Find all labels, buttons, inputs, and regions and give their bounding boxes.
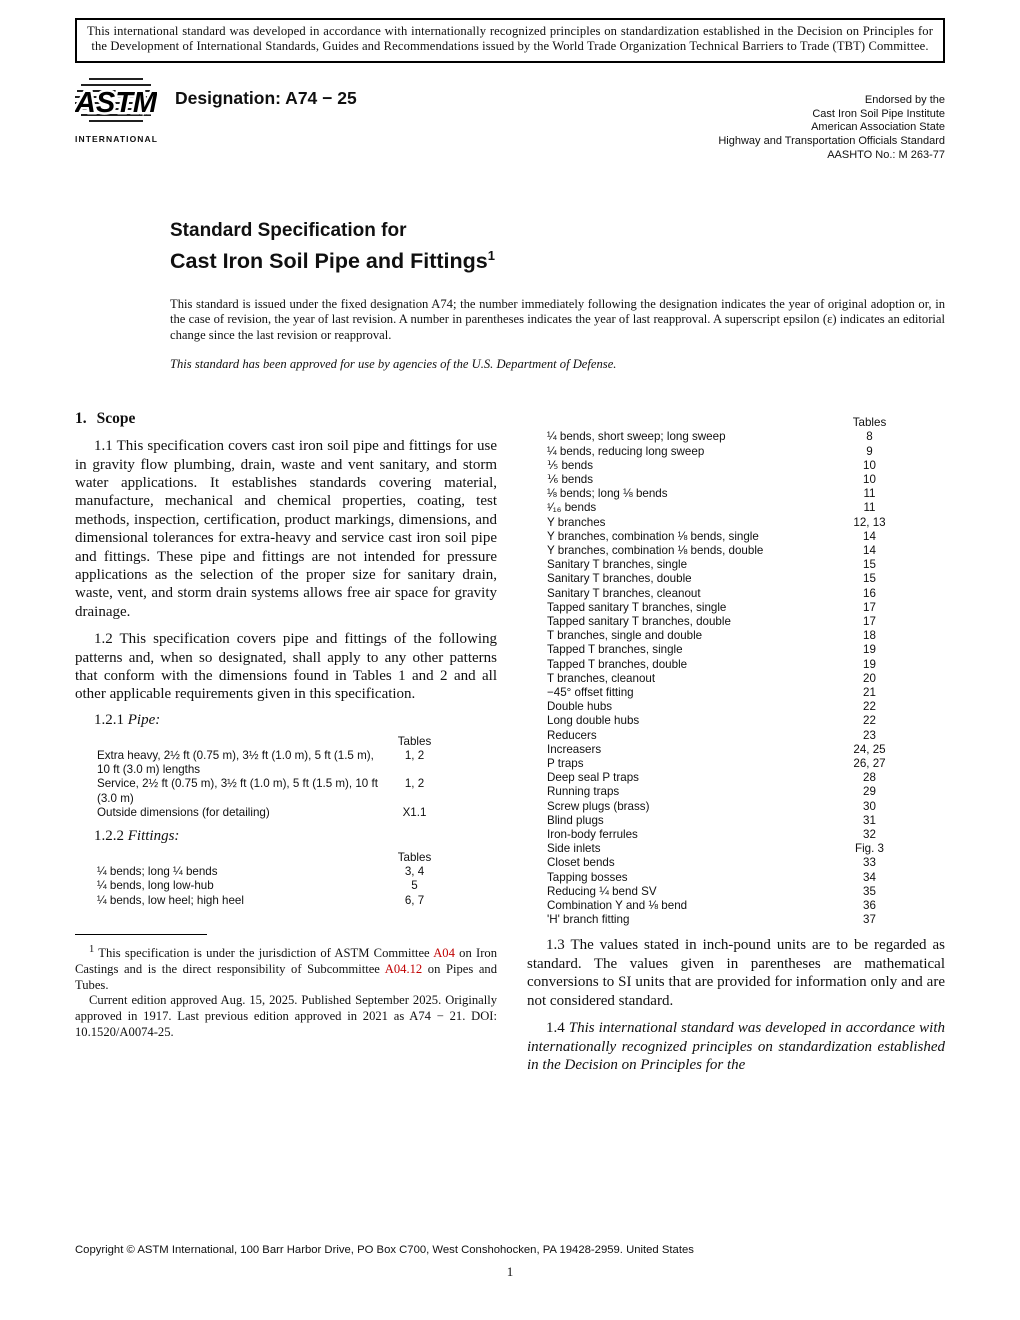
subsection-1-2-1: 1.2.1 Pipe:	[94, 711, 161, 728]
table-row: Y branches 12, 13	[547, 515, 886, 529]
table-row: Blind plugs 31	[547, 813, 876, 827]
table-row: Double hubs 22	[547, 700, 876, 714]
paragraph-1-3: 1.3 The values stated in inch-pound units are to be regarded as standard. The values given in parentheses are mathematical conversions to SI units that are provided for information only and are not considered standard.	[527, 937, 945, 1009]
endorsement-line: American Association State	[811, 121, 945, 134]
table-row: Running traps 29	[547, 785, 876, 799]
footnote-marker: 1	[89, 943, 95, 955]
footnote-block	[75, 934, 497, 1041]
astm-logo	[75, 76, 175, 163]
fittings-table-left	[97, 851, 442, 908]
issuance-paragraph: This standard is issued under the fixed designation A74; the number immediately following the designation indicates the year of original adoption or, in the case of revision, the year of last revision. A number in parentheses indicates the year of last reapproval. A superscript epsilon (ε) indicates an editorial change since the last revision or reapproval.	[170, 296, 945, 342]
title-footnote-ref: 1	[487, 247, 495, 263]
dod-approval-note: This standard has been approved for use by agencies of the U.S. Department of Defense.	[170, 357, 617, 372]
footnote-edition: Current edition approved Aug. 15, 2025. Published September 2025. Originally approved in 1917. Last previous edition approved in 2021 as A74 − 21. DOI: 10.1520/A0074-25.	[75, 993, 497, 1040]
table-row: ⅕ bends 10	[547, 458, 876, 472]
designation: Designation: A74 − 25	[175, 87, 357, 108]
fittings-table-right-header: Tables	[852, 416, 887, 430]
footnote-rule	[75, 934, 207, 935]
table-row: −45° offset fitting 21	[547, 686, 876, 700]
endorsement-line: AASHTO No.: M 263-77	[827, 149, 945, 161]
table-row: 'H' branch fitting 37	[547, 913, 876, 927]
table-row: ¼ bends; long ¼ bends 3, 4	[97, 865, 425, 879]
table-row: T branches, cleanout 20	[547, 671, 876, 685]
page-number: 1	[506, 1264, 514, 1279]
paragraph-1-1: 1.1 This specification covers cast iron soil pipe and fittings for use in gravity flow plumbing, drain, waste and vent sanitary, and storm water applications. It establishes standards covering material, manufacture, mechanical and chemical properties, coating, test methods, inspection, certification, product markings, dimensions, and dimensional tolerances for extra-heavy and service cast iron soil pipe and fittings. These pipe and fittings are not intended for pressure applications as the selection of the proper size for sanitary drain, waste, vent, and storm drain systems allows free air space for gravity drainage.	[75, 438, 497, 620]
paragraph-1-2: 1.2 This specification covers pipe and fittings of the following patterns and, when so designated, shall apply to any other patterns that conform with the dimensions found in Tables 1 and 2 and all other applicable requirements given in this specification.	[75, 631, 497, 703]
table-row: Y branches, combination ⅛ bends, double 14	[547, 544, 876, 557]
scope-heading: 1. Scope	[75, 410, 136, 428]
table-row: Tapped T branches, single 19	[547, 643, 876, 657]
right-column	[527, 410, 945, 1074]
astm-logo-subtext: INTERNATIONAL	[75, 133, 159, 144]
table-row: Combination Y and ⅛ bend 36	[547, 899, 876, 913]
table-row: ¼ bends, short sweep; long sweep 8	[547, 430, 873, 444]
astm-logo-icon	[75, 76, 157, 128]
paragraph-1-4: 1.4 This international standard was developed in accordance with internationally recognized principles on standardization established in the Decision on Principles for the	[527, 1020, 945, 1073]
wto-notice-box: This international standard was developed in accordance with internationally recognized principles on standardization established in the Decision on Principles for the Development of International Standards, Guides and Recommendations issued by the World Trade Organization Technical Barriers to Trade (TBT) Committee.	[75, 18, 945, 63]
svg-text:ASTM: ASTM	[75, 86, 157, 119]
table-row: Reducing ¼ bend SV 35	[547, 884, 876, 898]
pipe-table-header: Tables	[397, 734, 432, 748]
table-row: T branches, single and double 18	[547, 629, 876, 643]
copyright-line: Copyright © ASTM International, 100 Barr Harbor Drive, PO Box C700, West Conshohocken, PA 19428-2959. United States	[75, 1244, 694, 1256]
title-line-2: Cast Iron Soil Pipe and Fittings$^1$	[170, 247, 495, 273]
table-row: Extra heavy, 2½ ft (0.75 m), 3½ ft (1.0 m), 5 ft (1.5 m), 10 ft (3.0 m) lengths 1, 2	[97, 749, 425, 777]
table-row: Long double hubs 22	[547, 714, 876, 728]
document-header	[75, 76, 945, 163]
table-row: Tapped sanitary T branches, single 17	[547, 600, 876, 614]
table-row: ⅛ bends; long ⅛ bends 11	[547, 487, 876, 501]
fittings-table-right	[547, 416, 897, 927]
endorsement-line: Endorsed by the	[864, 93, 945, 106]
table-row: ¹⁄₁₆ bends 11	[547, 501, 876, 515]
table-row: Outside dimensions (for detailing) X1.1	[97, 805, 427, 819]
document-title	[170, 219, 945, 275]
footnote-1: $^1$ This specification is under the jurisdiction of ASTM Committee A04 on Iron Castings and is the direct responsibility of Subcommittee A04.12 on Pipes and Tubes.	[75, 943, 498, 992]
title-line-1: Standard Specification for	[170, 219, 407, 241]
table-row: Tapped sanitary T branches, double 17	[547, 615, 876, 629]
table-row: ¼ bends, long low-hub 5	[97, 879, 418, 893]
table-row: Tapping bosses 34	[547, 870, 876, 884]
endorsement-line: Highway and Transportation Officials Standard	[718, 135, 945, 148]
table-row: Side inlets Fig. 3	[547, 842, 884, 856]
table-row: ¼ bends, reducing long sweep 9	[547, 444, 873, 458]
table-row: Y branches, combination ⅛ bends, single 14	[547, 529, 876, 543]
table-row: Deep seal P traps 28	[547, 771, 876, 785]
table-row: P traps 26, 27	[547, 757, 886, 771]
endorsement-line: Cast Iron Soil Pipe Institute	[812, 107, 945, 120]
table-row: Closet bends 33	[547, 856, 876, 870]
table-row: Tapped T branches, double 19	[547, 657, 876, 671]
left-column	[75, 410, 497, 1074]
table-row: Increasers 24, 25	[547, 742, 886, 756]
table-row: Reducers 23	[547, 728, 876, 742]
table-row: Service, 2½ ft (0.75 m), 3½ ft (1.0 m), 5 ft (1.5 m), 10 ft (3.0 m) 1, 2	[97, 777, 425, 805]
pipe-table	[97, 735, 442, 820]
endorsement-block	[718, 94, 945, 163]
committee-link-a04[interactable]: A04	[433, 946, 455, 961]
table-row: Sanitary T branches, double 15	[547, 572, 876, 586]
table-row: ⅙ bends 10	[547, 472, 876, 486]
subcommittee-link-a04-12[interactable]: A04.12	[384, 961, 423, 976]
subsection-1-2-2: 1.2.2 Fittings:	[94, 828, 180, 845]
table-row: Screw plugs (brass) 30	[547, 799, 876, 813]
table-row: ¼ bends, low heel; high heel 6, 7	[97, 893, 425, 907]
table-row: Iron-body ferrules 32	[547, 828, 876, 842]
table-row: Sanitary T branches, cleanout 16	[547, 586, 876, 600]
table-row: Sanitary T branches, single 15	[547, 558, 876, 572]
fittings-table-left-header: Tables	[397, 851, 432, 865]
